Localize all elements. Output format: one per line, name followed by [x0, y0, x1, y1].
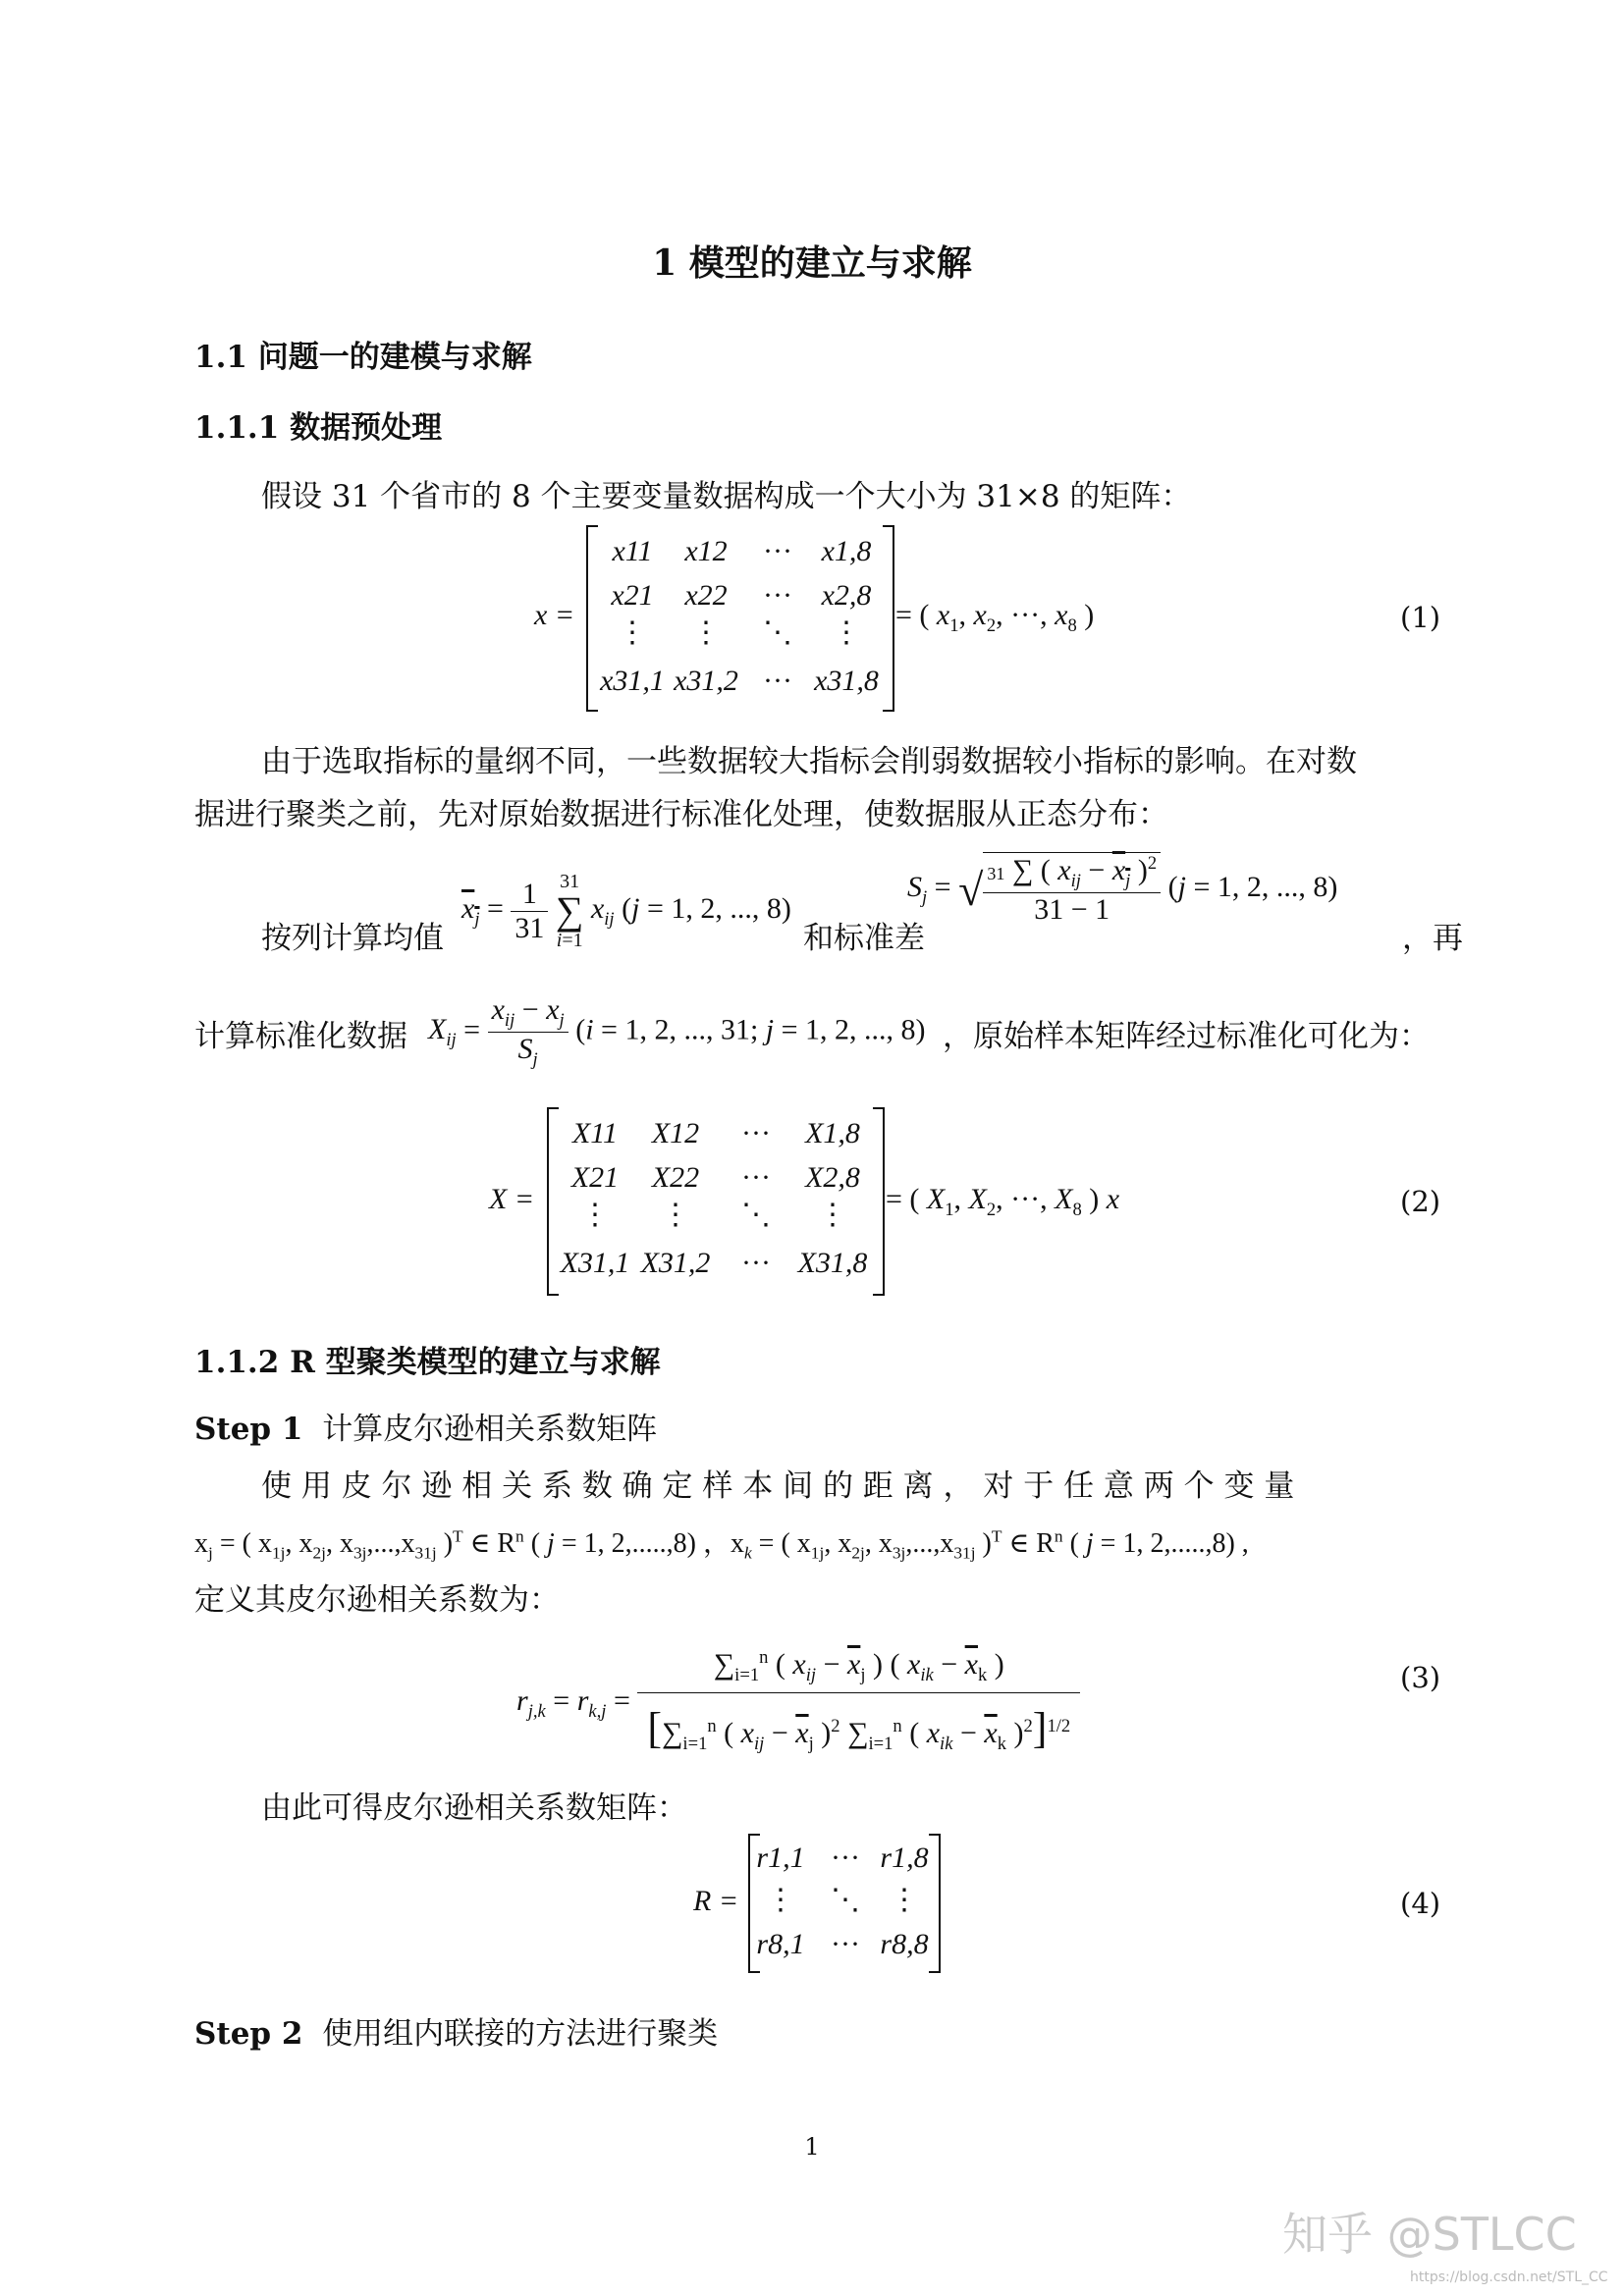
eq4-lhs: R = — [693, 1885, 739, 1917]
std-formula: $S_j$ = √ $\frac{31 \sum ( x_{ij} - x_j )^2}{31 - 1}$ (j = 1, 2, ..., 8) — [907, 853, 1338, 926]
step-line — [194, 2010, 718, 2057]
paragraph-middle: 和标准差 — [803, 921, 925, 956]
matrix-cell: ··· — [831, 1842, 860, 1874]
eq1-matrix — [586, 525, 894, 712]
paragraph: 据进行聚类之前，先对原始数据进行标准化处理，使数据服从正态分布： — [194, 797, 1168, 832]
eq3-formula: $r_{j,k} = r_{k,j}$ = $\frac{\sum_{i=1}^n ( x_{ij} - \overline{x}_j ) ( x_{ik} - \overline{x}_k )}{[\sum_{i=1}^n ( x_{ij} - \overline{x}_j )^2 \sum_{i=1}^n ( x_{ik} - \overline{x}_k )^2]^{1/2}}$ — [516, 1641, 1080, 1765]
matrix-cell: X12 — [651, 1117, 700, 1149]
section-title: 1 模型的建立与求解 — [652, 242, 972, 284]
matrix-cell: ··· — [741, 1161, 771, 1194]
matrix-cell: ⋮ — [661, 1199, 690, 1231]
matrix-cell: ⋱ — [763, 616, 792, 649]
paragraph-lead: 按列计算均值 — [261, 921, 444, 956]
matrix-cell: X31,2 — [640, 1247, 711, 1279]
matrix-cell: x2,8 — [821, 579, 872, 612]
paragraph: 由于选取指标的量纲不同，一些数据较大指标会削弱数据较小指标的影响。在对数 — [261, 744, 1357, 779]
subsubsection-heading: 1.1.2 R 型聚类模型的建立与求解 — [194, 1345, 661, 1380]
matrix-cell: r8,1 — [756, 1928, 805, 1960]
matrix-cell: ··· — [741, 1117, 771, 1149]
matrix-cell: x21 — [611, 579, 654, 612]
matrix-cell: X31,1 — [560, 1247, 630, 1279]
matrix-cell: r8,8 — [880, 1928, 929, 1960]
page-number: 1 — [804, 2133, 820, 2161]
matrix-cell: x11 — [612, 535, 653, 567]
matrix-cell: ··· — [763, 535, 792, 567]
step-line — [194, 1406, 657, 1453]
matrix-cell: ⋮ — [618, 616, 647, 649]
paragraph: 使 用 皮 尔 逊 相 关 系 数 确 定 样 本 间 的 距 离 ， 对 于 任 意 两 个 变 量 — [261, 1468, 1295, 1504]
step-label: Step 2 — [194, 2016, 303, 2052]
matrix-cell: ⋮ — [691, 616, 721, 649]
watermark-brand: 知乎 @STLCC — [1282, 2208, 1577, 2261]
eq1-rhs: = ( $x_1$, $x_2$, ···, $x_8$ ) — [895, 599, 1095, 636]
equation-number: (3) — [1400, 1661, 1441, 1694]
eq2-rhs: = ( $X_1$, $X_2$, ···, $X_8$ ) x — [886, 1183, 1120, 1220]
matrix-cell: ··· — [763, 665, 792, 697]
matrix-cell: ⋮ — [818, 1199, 847, 1231]
paragraph: 由此可得皮尔逊相关系数矩阵： — [261, 1790, 687, 1826]
standardize-formula: $X_{ij}$ = $\frac{x_{ij} - x_j}{S_j}$ (i = 1, 2, ..., 31; j = 1, 2, ..., 8) — [428, 993, 926, 1070]
eq4-matrix — [748, 1834, 941, 1973]
eq2-matrix — [547, 1107, 885, 1296]
matrix-cell: x31,2 — [674, 665, 738, 697]
matrix-cell: ⋱ — [741, 1199, 771, 1231]
eq1-lhs: x = — [534, 599, 575, 631]
matrix-cell: ⋮ — [832, 616, 861, 649]
mean-formula: $x_j$ = $\frac{1}{31}$ 31 ∑ i=1 $x_{ij}$ (j = 1, 2, ..., 8) — [461, 871, 791, 951]
matrix-cell: X11 — [571, 1117, 619, 1149]
eq2-lhs: X = — [489, 1183, 535, 1215]
matrix-cell: x1,8 — [821, 535, 872, 567]
matrix-cell: ⋮ — [890, 1884, 919, 1916]
vector-definitions: $x_j$ = ( $x_{1j}$, $x_{2j}$, $x_{3j},...,x_{31j}$ )$^T$ ∈ $R^n$ ( j = 1, 2,.....,8) ，$x_k$ = ( $x_{1j}$, $x_{2j}$, $x_{3j},...,x_{31j}$ )$^T$ ∈ $R^n$ ( j = 1, 2,.....,8) , — [194, 1526, 1249, 1563]
matrix-cell: r1,1 — [756, 1842, 805, 1874]
matrix-cell: x12 — [684, 535, 728, 567]
matrix-cell: X22 — [651, 1161, 700, 1194]
paragraph-tail: ，原始样本矩阵经过标准化可化为： — [943, 1019, 1430, 1054]
matrix-cell: x22 — [684, 579, 728, 612]
matrix-cell: X21 — [570, 1161, 620, 1194]
equation-number: (2) — [1400, 1185, 1441, 1218]
matrix-cell: X1,8 — [805, 1117, 860, 1149]
matrix-cell: x31,8 — [814, 665, 879, 697]
matrix-cell: ··· — [763, 579, 792, 612]
paragraph-lead: 计算标准化数据 — [194, 1019, 407, 1054]
matrix-cell: ⋮ — [766, 1884, 795, 1916]
subsubsection-heading: 1.1.1 数据预处理 — [194, 410, 443, 446]
paragraph: 假设 31 个省市的 8 个主要变量数据构成一个大小为 31×8 的矩阵： — [261, 479, 1192, 514]
matrix-cell: x31,1 — [600, 665, 665, 697]
matrix-cell: ⋱ — [831, 1884, 860, 1916]
matrix-cell: X31,8 — [797, 1247, 868, 1279]
subsection-heading: 1.1 问题一的建模与求解 — [194, 340, 532, 375]
watermark-url: https://blog.csdn.net/STL_CC — [1410, 2269, 1608, 2285]
step-label: Step 1 — [194, 1412, 303, 1447]
matrix-cell: ··· — [831, 1928, 860, 1960]
equation-number: (1) — [1400, 601, 1441, 634]
paragraph-tail: ，再 — [1402, 921, 1463, 956]
matrix-cell: ⋮ — [580, 1199, 610, 1231]
matrix-cell: X2,8 — [805, 1161, 860, 1194]
matrix-cell: ··· — [741, 1247, 771, 1279]
equation-number: (4) — [1400, 1887, 1441, 1920]
step-text: 计算皮尔逊相关系数矩阵 — [322, 1412, 658, 1447]
step-text: 使用组内联接的方法进行聚类 — [322, 2016, 719, 2052]
paragraph: 定义其皮尔逊相关系数为： — [194, 1582, 560, 1618]
matrix-cell: r1,8 — [880, 1842, 929, 1874]
